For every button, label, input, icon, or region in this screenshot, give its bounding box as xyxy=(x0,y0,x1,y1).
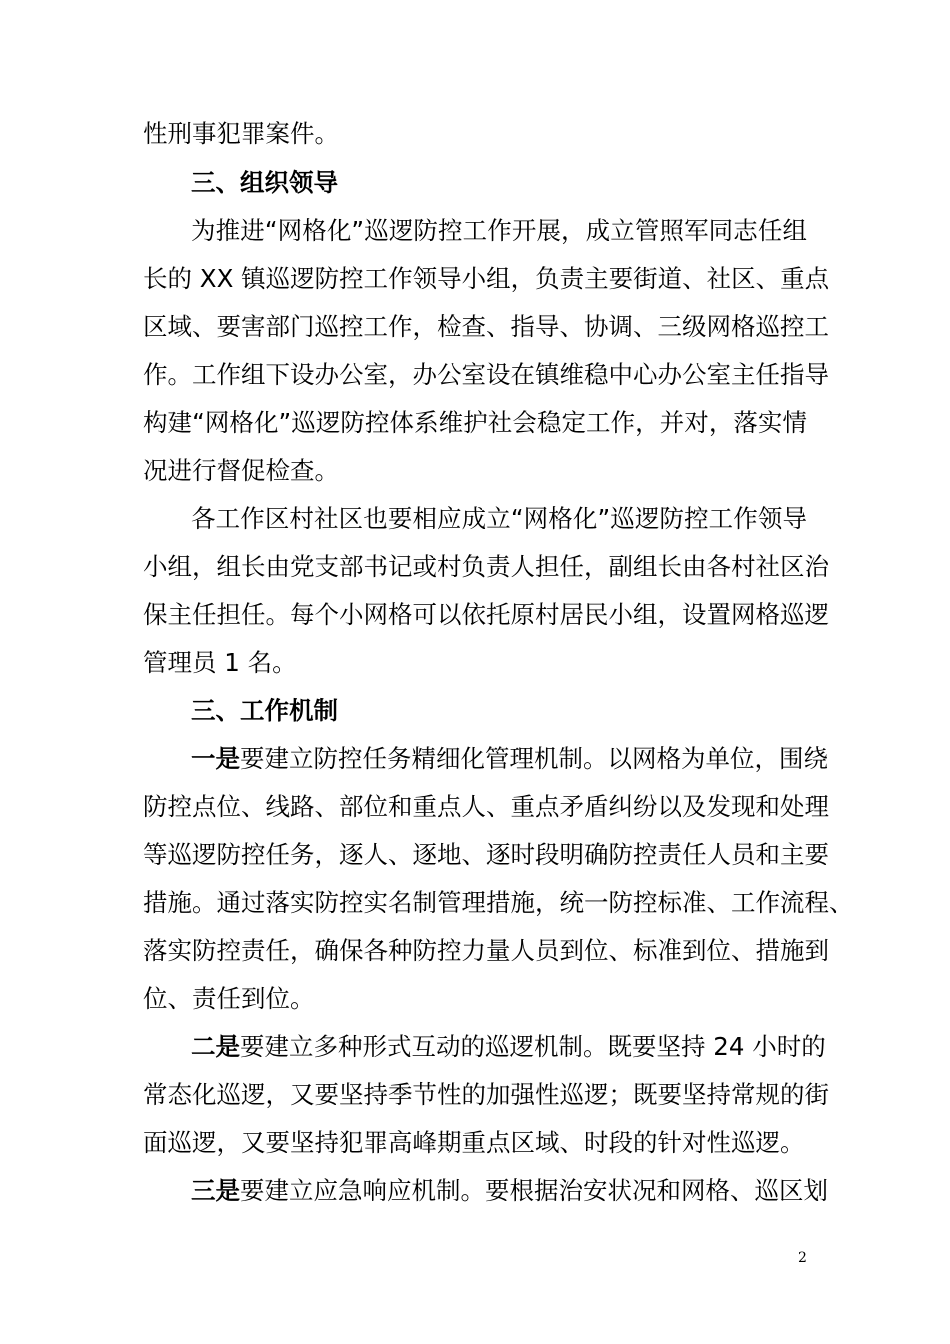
lead-in-first: 一是 xyxy=(191,744,240,773)
text-line: 等巡逻防控任务，逐人、逐地、逐时段明确防控责任人员和主要 xyxy=(143,840,829,869)
text-line: 为推进“网格化”巡逻防控工作开展，成立管照军同志任组 xyxy=(191,216,807,245)
text-line: 保主任担任。每个小网格可以依托原村居民小组，设置网格巡逻 xyxy=(143,600,829,629)
text-line: 长的 XX 镇巡逻防控工作领导小组，负责主要街道、社区、重点 xyxy=(143,264,830,293)
text-span: 要建立多种形式互动的巡逻机制。既要坚持 24 小时的 xyxy=(240,1032,826,1061)
text-line: 面巡逻，又要坚持犯罪高峰期重点区域、时段的针对性巡逻。 xyxy=(143,1128,805,1157)
text-line: 区域、要害部门巡控工作，检查、指导、协调、三级网格巡控工 xyxy=(143,312,829,341)
page-number: 2 xyxy=(798,1250,807,1266)
paragraph-first-line xyxy=(191,739,828,779)
text-line: 小组，组长由党支部书记或村负责人担任，副组长由各村社区治 xyxy=(143,552,829,581)
text-line: 况进行督促检查。 xyxy=(143,456,339,485)
text-line: 作。工作组下设办公室，办公室设在镇维稳中心办公室主任指导 xyxy=(143,360,829,389)
text-line: 落实防控责任，确保各种防控力量人员到位、标准到位、措施到 xyxy=(143,936,829,965)
text-line: 防控点位、线路、部位和重点人、重点矛盾纠纷以及发现和处理 xyxy=(143,792,829,821)
text-line: 措施。通过落实防控实名制管理措施，统一防控标准、工作流程、 xyxy=(143,888,854,917)
lead-in-second: 二是 xyxy=(191,1032,240,1061)
paragraph-first-line xyxy=(191,1171,828,1211)
section-heading-mechanism: 三、工作机制 xyxy=(191,696,338,725)
paragraph-first-line xyxy=(191,1027,826,1067)
text-line: 位、责任到位。 xyxy=(143,984,315,1013)
text-line: 管理员 1 名。 xyxy=(143,648,297,677)
text-line: 构建“网格化”巡逻防控体系维护社会稳定工作，并对，落实情 xyxy=(143,408,807,437)
section-heading-organization: 三、组织领导 xyxy=(191,168,338,197)
text-span: 要建立应急响应机制。要根据治安状况和网格、巡区划 xyxy=(240,1176,828,1205)
lead-in-third: 三是 xyxy=(191,1176,240,1205)
text-line: 常态化巡逻，又要坚持季节性的加强性巡逻；既要坚持常规的街 xyxy=(143,1080,829,1109)
text-line: 性刑事犯罪案件。 xyxy=(143,119,339,148)
text-span: 要建立防控任务精细化管理机制。以网格为单位，围绕 xyxy=(240,744,828,773)
text-line: 各工作区村社区也要相应成立“网格化”巡逻防控工作领导 xyxy=(191,504,807,533)
